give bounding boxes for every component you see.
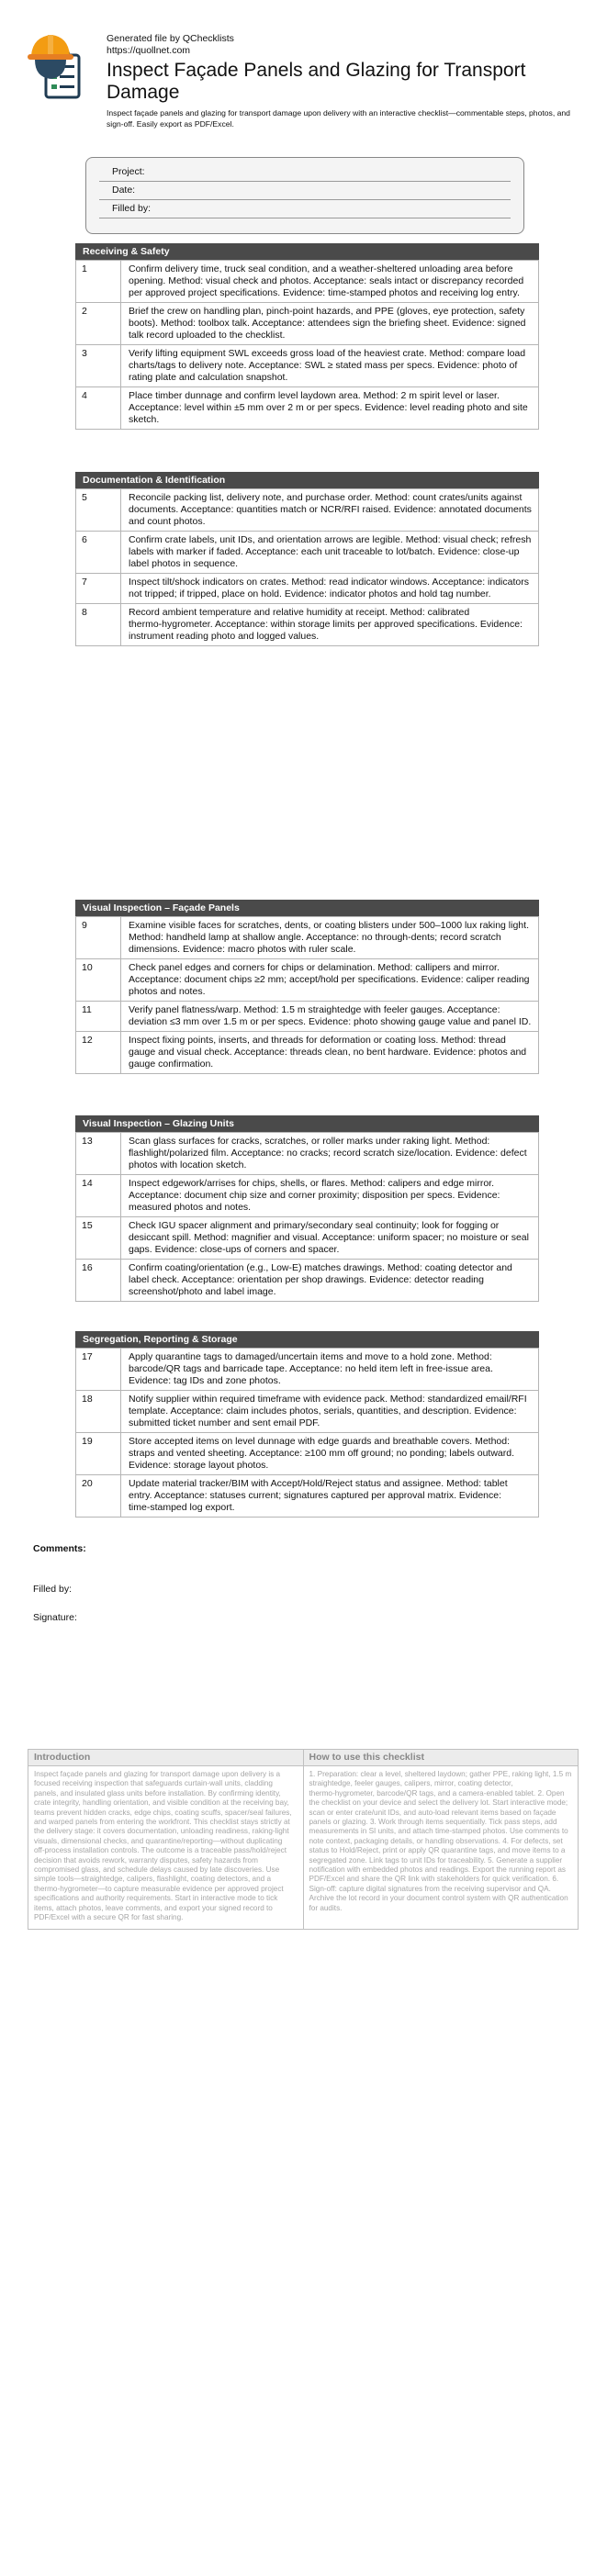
- project-info-box: [85, 157, 524, 234]
- filled-by-label: Filled by:: [112, 203, 152, 214]
- checklist-row[interactable]: [76, 261, 539, 303]
- section-title: Visual Inspection – Glazing Units: [75, 1115, 539, 1132]
- how-to-column: [303, 1750, 579, 1929]
- item-text: Brief the crew on handling plan, pinch‑point hazards, and PPE (gloves, eye protection, safety boots). Method: toolbox talk. Acceptance: attendees sign the briefing sheet. Evidence: signed talk record uploaded to the checklist.: [121, 303, 539, 345]
- checklist-row[interactable]: [76, 1002, 539, 1032]
- checklist-row[interactable]: [76, 917, 539, 959]
- item-number: 17: [76, 1349, 121, 1391]
- checklist-row[interactable]: [76, 1260, 539, 1302]
- item-text: Confirm crate labels, unit IDs, and orientation arrows are legible. Method: visual check; refresh labels with marker if faded. Acceptance: each unit traceable to lot/batch. Evidence: close‑up label photos in sequence.: [121, 532, 539, 574]
- section-title: Receiving & Safety: [75, 243, 539, 260]
- item-text: Confirm delivery time, truck seal condition, and a weather‑sheltered unloading area before opening. Method: visual check and photos. Acceptance: seals intact or discrepancy recorded per approved project specifications. Evidence: time‑stamped photos and receiving log entry.: [121, 261, 539, 303]
- source-url-link[interactable]: https://quollnet.com: [107, 45, 191, 56]
- checklist-row[interactable]: [76, 532, 539, 574]
- checklist-row[interactable]: [76, 1032, 539, 1074]
- section-receiving-safety: [75, 243, 539, 430]
- filled-by-footer-label: Filled by:: [33, 1584, 73, 1595]
- page-description: Inspect façade panels and glazing for transport damage upon delivery with an interactive checklist—commentable steps, photos, and sign‑off. Easily export as PDF/Excel.: [107, 108, 570, 129]
- project-label: Project:: [112, 166, 145, 177]
- item-text: Store accepted items on level dunnage with edge guards and breathable covers. Method: straps and vented sheeting. Acceptance: ≥100 mm off ground; no ponding; labels outward. Evidence: storage layout photos.: [121, 1433, 539, 1475]
- introduction-text: Inspect façade panels and glazing for transport damage upon delivery is a focused receiving inspection that safeguards curtain-wall units, cladding panels, and insulated glass units before installation. By confirming identity, crate integrity, handling orientation, and visible condition at the receiving bay, teams prevent hidden cracks, edge chips, coating scuffs, spacer/seal failures, and warped panels from entering the workfront. This checklist stays strictly at the delivery stage: it covers documentation, unloading readiness, raking‑light visuals, dimensional checks, and quarantine/reporting—without duplicating off‑process installation controls. The outcome is a traceable pass/hold/reject decision that avoids rework, warranty disputes, safety hazards from compromised glass, and schedule delays caused by late discoveries. Use simple tools—straightedge, calipers, flashlight, coating detectors, and a thermo‑hygrometer—to capture measurable evidence per approved project specifications and authority requirements. Start in interactive mode to tick items, attach photos, leave comments, and export your signed record to PDF/Excel with a secure QR for fast sharing.: [34, 1770, 292, 1922]
- intro-howto-panel: [28, 1749, 579, 1930]
- item-number: 1: [76, 261, 121, 303]
- date-label: Date:: [112, 185, 136, 196]
- date-field[interactable]: [99, 182, 511, 200]
- checklist-row[interactable]: [76, 1133, 539, 1175]
- item-text: Record ambient temperature and relative humidity at receipt. Method: calibrated thermo‑hygrometer. Acceptance: within storage limits per approved specifications. Evidence: instrument reading photo and logged values.: [121, 604, 539, 646]
- item-text: Check panel edges and corners for chips or delamination. Method: callipers and mirror. Acceptance: document chips ≥2 mm; accept/hold per specifications. Evidence: caliper reading photos and notes.: [121, 959, 539, 1002]
- item-number: 7: [76, 574, 121, 604]
- item-number: 14: [76, 1175, 121, 1217]
- how-to-text: 1. Preparation: clear a level, sheltered laydown; gather PPE, raking light, 1.5 m straightedge, feeler gauges, calipers, mirror, coating detector, thermo‑hygrometer, barcode/QR tags, and a camera‑enabled tablet. 2. Open the checklist on your device and select the delivery lot. Start interactive mode; scan or enter crate/unit IDs, and auto‑load relevant items based on façade panels or glazing. 3. Work through items sequentially. Tick pass steps, add measurements in SI units, and attach time‑stamped photos. Use comments to note context, packaging details, or handling observations. 4. For defects, set status to Hold/Reject, print or apply QR quarantine tags, and move items to a segregated zone. Link tags to unit IDs for traceability. 5. Generate a supplier notification with embedded photos and readings. Export the running report as PDF/Excel and share the QR link with stakeholders for quick verification. 6. Sign‑off: capture digital signatures from the receiving supervisor and QA. Archive the lot record in your document control system with QR authentication for audits.: [309, 1770, 572, 1912]
- checklist-row[interactable]: [76, 345, 539, 387]
- checklist-row[interactable]: [76, 1349, 539, 1391]
- item-text: Confirm coating/orientation (e.g., Low‑E) matches drawings. Method: coating detector and label check. Acceptance: orientation per shop drawings. Evidence: detector reading screenshot/photo and label image.: [121, 1260, 539, 1302]
- checklist-row[interactable]: [76, 1433, 539, 1475]
- item-text: Check IGU spacer alignment and primary/secondary seal continuity; look for fogging or desiccant spill. Method: magnifier and visual. Acceptance: uniform spacer; no moisture or seal gaps. Evidence: close‑ups of corners and spacer.: [121, 1217, 539, 1260]
- item-text: Verify lifting equipment SWL exceeds gross load of the heaviest crate. Method: compare load charts/tags to delivery note. Acceptance: SWL ≥ stated mass per specs. Evidence: photo of rating plate and calculation snapshot.: [121, 345, 539, 387]
- item-number: 13: [76, 1133, 121, 1175]
- section-segregation-reporting-storage: [75, 1331, 539, 1518]
- item-number: 10: [76, 959, 121, 1002]
- item-text: Apply quarantine tags to damaged/uncertain items and move to a hold zone. Method: barcode/QR tags and barricade tape. Acceptance: no held item left in free-issue area. Evidence: tag IDs and zone photos.: [121, 1349, 539, 1391]
- item-number: 4: [76, 387, 121, 430]
- checklist-row[interactable]: [76, 1217, 539, 1260]
- item-number: 8: [76, 604, 121, 646]
- generated-by-text: Generated file by QChecklists: [107, 33, 234, 44]
- item-number: 19: [76, 1433, 121, 1475]
- item-text: Inspect edgework/arrises for chips, shells, or flares. Method: calipers and edge mirror. Acceptance: document chip size and corner proximity; disposition per specs. Evidence: measured photos and notes.: [121, 1175, 539, 1217]
- item-text: Place timber dunnage and confirm level laydown area. Method: 2 m spirit level or laser. Acceptance: level within ±5 mm over 2 m or per specs. Evidence: level reading photo and site sketch.: [121, 387, 539, 430]
- item-number: 5: [76, 489, 121, 532]
- project-field[interactable]: [99, 163, 511, 182]
- filled-by-field[interactable]: [99, 200, 511, 218]
- checklist-row[interactable]: [76, 604, 539, 646]
- checklist-row[interactable]: [76, 387, 539, 430]
- item-text: Scan glass surfaces for cracks, scratches, or roller marks under raking light. Method: flashlight/polarized film. Acceptance: no cracks; record scratch size/location. Evidence: defect photos with location sketch.: [121, 1133, 539, 1175]
- comments-label: Comments:: [33, 1543, 86, 1554]
- section-facade-panels: [75, 900, 539, 1074]
- item-text: Examine visible faces for scratches, dents, or coating blisters under 500–1000 lux raking light. Method: handheld lamp at shallow angle. Acceptance: no through‑dents; record scratch dimensions. Evidence: macro photos with ruler scale.: [121, 917, 539, 959]
- item-text: Verify panel flatness/warp. Method: 1.5 m straightedge with feeler gauges. Acceptance: deviation ≤3 mm over 1.5 m or per specs. Evidence: photo showing gauge value and panel ID.: [121, 1002, 539, 1032]
- item-text: Update material tracker/BIM with Accept/Hold/Reject status and assignee. Method: tablet entry. Acceptance: statuses current; signatures captured per approval matrix. Evidence: time‑stamped log export.: [121, 1475, 539, 1518]
- checklist-table: [75, 260, 539, 430]
- item-number: 16: [76, 1260, 121, 1302]
- signature-label: Signature:: [33, 1612, 77, 1623]
- item-number: 11: [76, 1002, 121, 1032]
- hard-hat-checklist-icon: [28, 31, 88, 101]
- item-text: Inspect fixing points, inserts, and threads for deformation or coating loss. Method: thread gauge and visual check. Acceptance: threads clean, no bent hardware. Evidence: photos and gauge confirmation.: [121, 1032, 539, 1074]
- checklist-table: [75, 488, 539, 646]
- checklist-row[interactable]: [76, 303, 539, 345]
- item-text: Inspect tilt/shock indicators on crates. Method: read indicator windows. Acceptance: indicators not tripped; if tripped, place on hold. Evidence: indicator photos and hold tag number.: [121, 574, 539, 604]
- page-title: Inspect Façade Panels and Glazing for Transport Damage: [107, 60, 526, 103]
- checklist-row[interactable]: [76, 1175, 539, 1217]
- item-text: Reconcile packing list, delivery note, and purchase order. Method: count crates/units against documents. Acceptance: quantities match or NCR/RFI raised. Evidence: annotated documents and count photos.: [121, 489, 539, 532]
- item-number: 6: [76, 532, 121, 574]
- item-number: 9: [76, 917, 121, 959]
- section-documentation-identification: [75, 472, 539, 646]
- introduction-title: Introduction: [28, 1750, 303, 1766]
- item-number: 12: [76, 1032, 121, 1074]
- checklist-table: [75, 1132, 539, 1302]
- how-to-title: How to use this checklist: [304, 1750, 579, 1766]
- introduction-column: [28, 1750, 303, 1929]
- section-title: Visual Inspection – Façade Panels: [75, 900, 539, 916]
- item-number: 2: [76, 303, 121, 345]
- item-number: 18: [76, 1391, 121, 1433]
- item-number: 3: [76, 345, 121, 387]
- checklist-table: [75, 1348, 539, 1518]
- section-title: Documentation & Identification: [75, 472, 539, 488]
- item-number: 20: [76, 1475, 121, 1518]
- checklist-row[interactable]: [76, 1391, 539, 1433]
- section-title: Segregation, Reporting & Storage: [75, 1331, 539, 1348]
- checklist-row[interactable]: [76, 574, 539, 604]
- checklist-row[interactable]: [76, 489, 539, 532]
- checklist-row[interactable]: [76, 959, 539, 1002]
- checklist-table: [75, 916, 539, 1074]
- section-glazing-units: [75, 1115, 539, 1302]
- item-text: Notify supplier within required timeframe with evidence pack. Method: standardized email/RFI template. Acceptance: claim includes photos, serials, quantities, and description. Evidence: submitted ticket number and sent email PDF.: [121, 1391, 539, 1433]
- checklist-row[interactable]: [76, 1475, 539, 1518]
- document-header: [28, 28, 579, 138]
- item-number: 15: [76, 1217, 121, 1260]
